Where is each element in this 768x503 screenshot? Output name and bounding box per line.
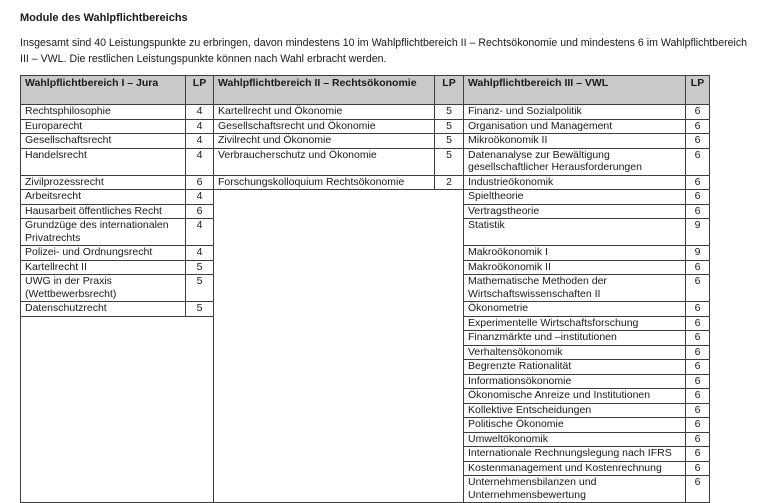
module-cell: Europarecht xyxy=(21,119,186,134)
module-cell: Zivilrecht und Ökonomie xyxy=(214,134,435,149)
lp-cell: 2 xyxy=(435,175,464,190)
module-cell: Makroökonomik II xyxy=(464,260,686,275)
module-cell: Begrenzte Rationalität xyxy=(464,360,686,375)
lp-cell: 5 xyxy=(435,134,464,149)
module-cell: Kartellrecht II xyxy=(21,260,186,275)
module-cell: Gesellschaftsrecht und Ökonomie xyxy=(214,119,435,134)
lp-cell: 6 xyxy=(686,476,710,503)
lp-cell: 6 xyxy=(686,204,710,219)
module-cell: Datenschutzrecht xyxy=(21,302,186,317)
lp-cell: 6 xyxy=(686,418,710,433)
lp-cell: 4 xyxy=(186,148,214,175)
lp-cell: 4 xyxy=(186,246,214,261)
lp-cell: 5 xyxy=(186,302,214,317)
empty-cell-rechtsoekonomie xyxy=(214,190,464,503)
module-cell: Mathematische Methoden der Wirtschaftswissenschaften II xyxy=(464,275,686,302)
lp-cell: 6 xyxy=(686,190,710,205)
module-cell: Informationsökonomie xyxy=(464,374,686,389)
table-row xyxy=(21,175,710,190)
module-cell: Finanz- und Sozialpolitik xyxy=(464,105,686,120)
module-cell: Ökonometrie xyxy=(464,302,686,317)
lp-cell: 5 xyxy=(435,119,464,134)
lp-cell: 6 xyxy=(186,204,214,219)
lp-cell: 6 xyxy=(686,119,710,134)
lp-cell: 4 xyxy=(186,105,214,120)
table-row xyxy=(21,119,710,134)
module-cell: Kartellrecht und Ökonomie xyxy=(214,105,435,120)
lp-cell: 6 xyxy=(686,148,710,175)
module-cell: Gesellschaftsrecht xyxy=(21,134,186,149)
module-cell: Unternehmensbilanzen und Unternehmensbewertung xyxy=(464,476,686,503)
page-title: Module des Wahlpflichtbereichs xyxy=(20,12,188,24)
module-cell: Forschungskolloquium Rechtsökonomie xyxy=(214,175,435,190)
module-cell: Spieltheorie xyxy=(464,190,686,205)
empty-cell-jura xyxy=(21,316,214,503)
module-cell: Finanzmärkte und –institutionen xyxy=(464,331,686,346)
module-cell: Polizei- und Ordnungsrecht xyxy=(21,246,186,261)
module-cell: Politische Ökonomie xyxy=(464,418,686,433)
intro-paragraph: Insgesamt sind 40 Leistungspunkte zu erbringen, davon mindestens 10 im Wahlpflichtbereich II – Rechtsökonomie und mindestens 6 im Wahlpflichtbereich III – VWL. Die restlichen Leistungspunkte können nach Wahl erbracht werden. xyxy=(20,37,748,65)
module-cell: Vertragstheorie xyxy=(464,204,686,219)
lp-cell: 6 xyxy=(186,175,214,190)
module-cell: Experimentelle Wirtschaftsforschung xyxy=(464,316,686,331)
module-cell: Umweltökonomik xyxy=(464,432,686,447)
lp-cell: 5 xyxy=(435,105,464,120)
module-cell: Datenanalyse zur Bewältigung gesellschaftlicher Herausforderungen xyxy=(464,148,686,175)
lp-cell: 5 xyxy=(435,148,464,175)
module-cell: Arbeitsrecht xyxy=(21,190,186,205)
module-table-body xyxy=(21,105,710,503)
lp-cell: 5 xyxy=(186,275,214,302)
column-header-vwl-lp: LP xyxy=(686,76,710,105)
lp-cell: 4 xyxy=(186,190,214,205)
table-row xyxy=(21,134,710,149)
table-header-row xyxy=(21,76,710,105)
column-header-jura: Wahlpflichtbereich I – Jura xyxy=(21,76,186,105)
module-cell: Rechtsphilosophie xyxy=(21,105,186,120)
lp-cell: 6 xyxy=(686,275,710,302)
lp-cell: 4 xyxy=(186,219,214,246)
module-cell: Kollektive Entscheidungen xyxy=(464,403,686,418)
lp-cell: 6 xyxy=(686,260,710,275)
module-table xyxy=(20,75,710,503)
module-cell: UWG in der Praxis (Wettbewerbsrecht) xyxy=(21,275,186,302)
lp-cell: 6 xyxy=(686,403,710,418)
module-cell: Hausarbeit öffentliches Recht xyxy=(21,204,186,219)
table-row xyxy=(21,105,710,120)
module-cell: Makroökonomik I xyxy=(464,246,686,261)
module-cell: Industrieökonomik xyxy=(464,175,686,190)
module-cell: Verhaltensökonomik xyxy=(464,345,686,360)
module-cell: Handelsrecht xyxy=(21,148,186,175)
lp-cell: 6 xyxy=(686,302,710,317)
lp-cell: 6 xyxy=(686,461,710,476)
module-cell: Kostenmanagement und Kostenrechnung xyxy=(464,461,686,476)
table-row xyxy=(21,148,710,175)
lp-cell: 5 xyxy=(186,260,214,275)
module-cell: Mikroökonomik II xyxy=(464,134,686,149)
lp-cell: 6 xyxy=(686,345,710,360)
module-cell: Verbraucherschutz und Ökonomie xyxy=(214,148,435,175)
lp-cell: 6 xyxy=(686,105,710,120)
lp-cell: 9 xyxy=(686,219,710,246)
lp-cell: 6 xyxy=(686,331,710,346)
column-header-jura-lp: LP xyxy=(186,76,214,105)
lp-cell: 6 xyxy=(686,134,710,149)
module-cell: Statistik xyxy=(464,219,686,246)
column-header-rechtsoekonomie: Wahlpflichtbereich II – Rechtsökonomie xyxy=(214,76,435,105)
lp-cell: 6 xyxy=(686,175,710,190)
module-cell: Organisation und Management xyxy=(464,119,686,134)
lp-cell: 6 xyxy=(686,316,710,331)
lp-cell: 6 xyxy=(686,447,710,462)
module-cell: Grundzüge des internationalen Privatrechts xyxy=(21,219,186,246)
column-header-vwl: Wahlpflichtbereich III – VWL xyxy=(464,76,686,105)
lp-cell: 6 xyxy=(686,432,710,447)
lp-cell: 4 xyxy=(186,119,214,134)
lp-cell: 4 xyxy=(186,134,214,149)
column-header-rechtsoekonomie-lp: LP xyxy=(435,76,464,105)
module-cell: Internationale Rechnungslegung nach IFRS xyxy=(464,447,686,462)
module-cell: Ökonomische Anreize und Institutionen xyxy=(464,389,686,404)
lp-cell: 6 xyxy=(686,374,710,389)
lp-cell: 6 xyxy=(686,389,710,404)
lp-cell: 6 xyxy=(686,360,710,375)
table-row xyxy=(21,190,710,205)
module-cell: Zivilprozessrecht xyxy=(21,175,186,190)
lp-cell: 9 xyxy=(686,246,710,261)
